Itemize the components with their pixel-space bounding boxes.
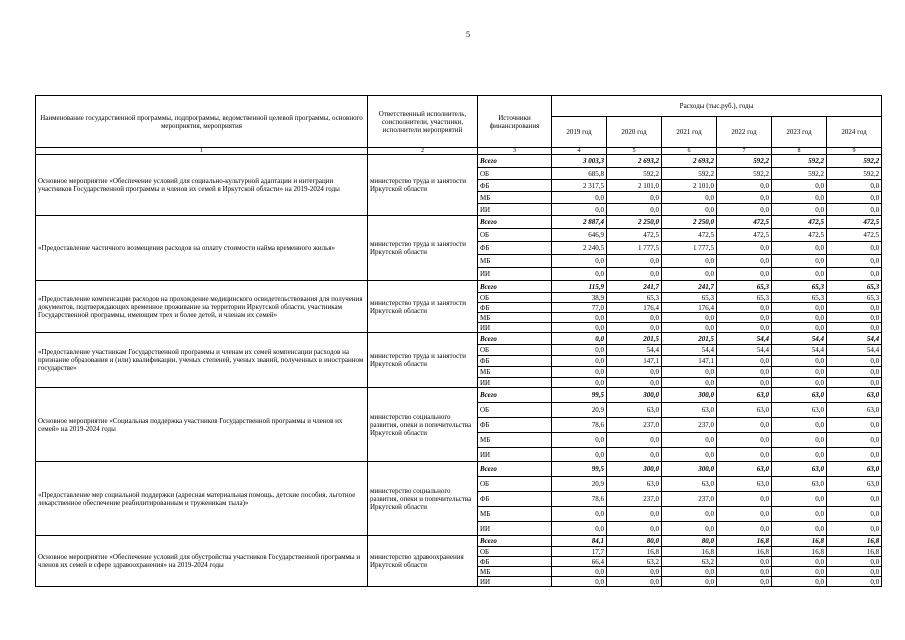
expense-value: 0,0: [662, 268, 717, 281]
expense-value: 237,0: [662, 418, 717, 433]
funding-source: ИИ: [478, 268, 552, 281]
expense-value: 592,2: [827, 168, 882, 180]
funding-source: ОБ: [478, 293, 552, 303]
expense-value: 0,0: [827, 492, 882, 507]
expense-value: 99,5: [552, 462, 607, 477]
expense-value: 0,0: [827, 367, 882, 378]
expense-value: 0,0: [552, 522, 607, 536]
expense-value: 0,0: [772, 204, 827, 216]
table-row: [36, 388, 882, 403]
expense-value: 0,0: [827, 323, 882, 333]
expense-value: 592,2: [717, 168, 772, 180]
expense-value: 2 101,0: [662, 180, 717, 192]
expense-value: 0,0: [552, 577, 607, 587]
expense-value: 0,0: [827, 268, 882, 281]
expense-value: 63,0: [607, 403, 662, 418]
header-executor: Ответственный исполнитель, соисполнители, участники, исполнители мероприятий: [368, 96, 478, 148]
expense-value: 592,2: [662, 168, 717, 180]
expense-value: 0,0: [827, 180, 882, 192]
column-number: 6: [662, 148, 717, 155]
column-number: 1: [36, 148, 368, 155]
funding-source: ИИ: [478, 577, 552, 587]
expense-value: 237,0: [607, 492, 662, 507]
expense-value: 0,0: [552, 433, 607, 448]
header-name: Наименование государственной программы, подпрограммы, ведомственной целевой программы, основного мероприятия, мероприятия: [36, 96, 368, 148]
expense-value: 0,0: [607, 367, 662, 378]
expense-value: 2 250,0: [607, 216, 662, 229]
expense-value: 0,0: [772, 448, 827, 462]
funding-source: МБ: [478, 192, 552, 204]
budget-table: [35, 95, 882, 587]
expense-value: 0,0: [552, 323, 607, 333]
funding-source: ИИ: [478, 378, 552, 388]
expense-value: 0,0: [662, 448, 717, 462]
expense-value: 0,0: [607, 507, 662, 522]
expense-value: 0,0: [662, 378, 717, 388]
expense-value: 54,4: [717, 345, 772, 356]
expense-value: 0,0: [662, 507, 717, 522]
expense-value: 0,0: [772, 303, 827, 313]
expense-value: 2 693,2: [662, 155, 717, 168]
expense-value: 63,0: [662, 403, 717, 418]
expense-value: 0,0: [717, 356, 772, 367]
expense-value: 0,0: [607, 204, 662, 216]
expense-value: 0,0: [717, 367, 772, 378]
responsible-executor: министерство труда и занятости Иркутской области: [368, 281, 478, 333]
expense-value: 0,0: [662, 367, 717, 378]
expense-value: 16,8: [827, 536, 882, 547]
expense-value: 63,0: [772, 403, 827, 418]
expense-value: 0,0: [827, 507, 882, 522]
column-number: 8: [772, 148, 827, 155]
expense-value: 0,0: [662, 323, 717, 333]
funding-source: ФБ: [478, 356, 552, 367]
expense-value: 16,8: [607, 547, 662, 557]
expense-value: 0,0: [772, 557, 827, 567]
expense-value: 472,5: [662, 229, 717, 242]
expense-value: 63,0: [827, 477, 882, 492]
expense-value: 0,0: [827, 577, 882, 587]
expense-value: 1 777,5: [662, 242, 717, 255]
expense-value: 3 003,3: [552, 155, 607, 168]
expense-value: 17,7: [552, 547, 607, 557]
expense-value: 65,3: [772, 281, 827, 293]
expense-value: 63,2: [607, 557, 662, 567]
expense-value: 54,4: [772, 345, 827, 356]
funding-source: ОБ: [478, 403, 552, 418]
responsible-executor: министерство труда и занятости Иркутской области: [368, 155, 478, 216]
funding-source: Всего: [478, 462, 552, 477]
table-row: [36, 216, 882, 229]
expense-value: 472,5: [717, 229, 772, 242]
expense-value: 16,8: [772, 536, 827, 547]
funding-source: ОБ: [478, 168, 552, 180]
responsible-executor: министерство социального развития, опеки и попечительства Иркутской области: [368, 388, 478, 462]
expense-value: 0,0: [717, 567, 772, 577]
expense-value: 201,5: [662, 333, 717, 345]
responsible-executor: министерство труда и занятости Иркутской области: [368, 333, 478, 388]
expense-value: 0,0: [607, 433, 662, 448]
expense-value: 0,0: [607, 255, 662, 268]
expense-value: 0,0: [717, 242, 772, 255]
expense-value: 2 101,0: [607, 180, 662, 192]
expense-value: 0,0: [827, 242, 882, 255]
column-number: 5: [607, 148, 662, 155]
expense-value: 16,8: [717, 547, 772, 557]
expense-value: 20,9: [552, 477, 607, 492]
expense-value: 0,0: [662, 567, 717, 577]
expense-value: 65,3: [827, 293, 882, 303]
funding-source: ФБ: [478, 303, 552, 313]
expense-value: 472,5: [772, 216, 827, 229]
expense-value: 0,0: [772, 180, 827, 192]
expense-value: 0,0: [552, 567, 607, 577]
expense-value: 0,0: [607, 268, 662, 281]
expense-value: 84,1: [552, 536, 607, 547]
expense-value: 241,7: [662, 281, 717, 293]
expense-value: 0,0: [772, 577, 827, 587]
expense-value: 0,0: [662, 255, 717, 268]
expense-value: 16,8: [717, 536, 772, 547]
expense-value: 0,0: [607, 448, 662, 462]
expense-value: 0,0: [827, 204, 882, 216]
funding-source: ФБ: [478, 180, 552, 192]
expense-value: 63,0: [717, 477, 772, 492]
table-row: [36, 333, 882, 345]
expense-value: 472,5: [827, 216, 882, 229]
expense-value: 592,2: [827, 155, 882, 168]
expense-value: 300,0: [662, 462, 717, 477]
funding-source: МБ: [478, 367, 552, 378]
funding-source: Всего: [478, 155, 552, 168]
expense-value: 0,0: [552, 378, 607, 388]
funding-source: Всего: [478, 536, 552, 547]
expense-value: 0,0: [772, 356, 827, 367]
measure-name: «Предоставление мер социальной поддержки (адресная материальная помощь, детские пособия, льготное лекарственное обеспечение реабилитированным и труженикам тыла)»: [36, 462, 368, 536]
expense-value: 0,0: [552, 356, 607, 367]
funding-source: Всего: [478, 333, 552, 345]
expense-value: 0,0: [717, 557, 772, 567]
expense-value: 66,4: [552, 557, 607, 567]
expense-value: 300,0: [607, 462, 662, 477]
expense-value: 472,5: [607, 229, 662, 242]
funding-source: ОБ: [478, 477, 552, 492]
expense-value: 0,0: [772, 268, 827, 281]
expense-value: 0,0: [552, 192, 607, 204]
funding-source: МБ: [478, 567, 552, 577]
expense-value: 63,0: [772, 462, 827, 477]
expense-value: 0,0: [772, 367, 827, 378]
expense-value: 65,3: [717, 281, 772, 293]
expense-value: 0,0: [717, 303, 772, 313]
table-row: [36, 281, 882, 293]
expense-value: 0,0: [772, 313, 827, 323]
expense-value: 0,0: [552, 204, 607, 216]
expense-value: 0,0: [662, 577, 717, 587]
header-expenses: Расходы (тыс.руб.), годы: [552, 96, 882, 117]
expense-value: 0,0: [827, 433, 882, 448]
expense-value: 63,2: [662, 557, 717, 567]
expense-value: 0,0: [717, 192, 772, 204]
expense-value: 65,3: [717, 293, 772, 303]
expense-value: 0,0: [717, 448, 772, 462]
expense-value: 0,0: [607, 567, 662, 577]
column-number: 3: [478, 148, 552, 155]
expense-value: 0,0: [717, 268, 772, 281]
expense-value: 63,0: [827, 462, 882, 477]
expense-value: 54,4: [827, 345, 882, 356]
measure-name: Основное мероприятие «Социальная поддержка участников Государственной программы и членов их семей» на 2019-2024 годы: [36, 388, 368, 462]
funding-source: МБ: [478, 313, 552, 323]
responsible-executor: министерство труда и занятости Иркутской области: [368, 216, 478, 281]
expense-value: 0,0: [717, 255, 772, 268]
responsible-executor: министерство социального развития, опеки и попечительства Иркутской области: [368, 462, 478, 536]
expense-value: 0,0: [552, 255, 607, 268]
expense-value: 54,4: [717, 333, 772, 345]
table-row: [36, 536, 882, 547]
column-number: 2: [368, 148, 478, 155]
table-body: [36, 155, 882, 587]
expense-value: 0,0: [717, 313, 772, 323]
expense-value: 0,0: [772, 418, 827, 433]
expense-value: 176,4: [607, 303, 662, 313]
expense-value: 63,0: [827, 403, 882, 418]
expense-value: 0,0: [772, 433, 827, 448]
funding-source: ИИ: [478, 323, 552, 333]
expense-value: 237,0: [662, 492, 717, 507]
expense-value: 38,9: [552, 293, 607, 303]
funding-source: Всего: [478, 388, 552, 403]
expense-value: 99,5: [552, 388, 607, 403]
funding-source: ОБ: [478, 345, 552, 356]
expense-value: 0,0: [552, 345, 607, 356]
expense-value: 2 317,5: [552, 180, 607, 192]
expense-value: 63,0: [662, 477, 717, 492]
expense-value: 1 777,5: [607, 242, 662, 255]
expense-value: 65,3: [827, 281, 882, 293]
expense-value: 77,0: [552, 303, 607, 313]
expense-value: 65,3: [662, 293, 717, 303]
expense-value: 592,2: [717, 155, 772, 168]
expense-value: 300,0: [607, 388, 662, 403]
expense-value: 176,4: [662, 303, 717, 313]
expense-value: 0,0: [607, 192, 662, 204]
measure-name: Основное мероприятие «Обеспечение условий для социально-культурной адаптации и интеграции участников Государственной программы и членов их семей в Иркутской области» на 2019-2024 годы: [36, 155, 368, 216]
expense-value: 16,8: [662, 547, 717, 557]
expense-value: 0,0: [717, 492, 772, 507]
expense-value: 0,0: [827, 522, 882, 536]
expense-value: 0,0: [717, 323, 772, 333]
expense-value: 0,0: [772, 192, 827, 204]
expense-value: 0,0: [552, 313, 607, 323]
funding-source: ОБ: [478, 547, 552, 557]
expense-value: 65,3: [607, 293, 662, 303]
funding-source: Всего: [478, 281, 552, 293]
expense-value: 0,0: [552, 448, 607, 462]
expense-value: 0,0: [827, 356, 882, 367]
expense-value: 2 240,5: [552, 242, 607, 255]
expense-value: 0,0: [827, 192, 882, 204]
expense-value: 16,8: [772, 547, 827, 557]
expense-value: 0,0: [607, 313, 662, 323]
measure-name: «Предоставление частичного возмещения расходов на оплату стоимости найма временного жилья»: [36, 216, 368, 281]
expense-value: 54,4: [607, 345, 662, 356]
funding-source: ИИ: [478, 204, 552, 216]
expense-value: 0,0: [552, 507, 607, 522]
header-year: 2022 год: [717, 117, 772, 148]
expense-value: 0,0: [827, 418, 882, 433]
funding-source: МБ: [478, 433, 552, 448]
header-source: Источники финансирования: [478, 96, 552, 148]
expense-value: 20,9: [552, 403, 607, 418]
expense-value: 0,0: [827, 448, 882, 462]
expense-value: 147,1: [607, 356, 662, 367]
page-number: 5: [466, 30, 470, 39]
table-row: [36, 462, 882, 477]
funding-source: ИИ: [478, 448, 552, 462]
column-number: 7: [717, 148, 772, 155]
expense-value: 0,0: [607, 378, 662, 388]
expense-value: 0,0: [772, 567, 827, 577]
expense-value: 472,5: [827, 229, 882, 242]
expense-value: 0,0: [827, 557, 882, 567]
expense-value: 241,7: [607, 281, 662, 293]
expense-value: 237,0: [607, 418, 662, 433]
funding-source: ФБ: [478, 418, 552, 433]
expense-value: 0,0: [717, 507, 772, 522]
expense-value: 0,0: [607, 522, 662, 536]
expense-value: 0,0: [827, 303, 882, 313]
expense-value: 592,2: [607, 168, 662, 180]
expense-value: 115,9: [552, 281, 607, 293]
expense-value: 63,0: [827, 388, 882, 403]
expense-value: 0,0: [827, 567, 882, 577]
expense-value: 63,0: [772, 388, 827, 403]
responsible-executor: министерство здравоохранения Иркутской области: [368, 536, 478, 587]
expense-value: 2 693,2: [607, 155, 662, 168]
expense-value: 0,0: [552, 367, 607, 378]
header-year: 2024 год: [827, 117, 882, 148]
expense-value: 0,0: [827, 378, 882, 388]
header-year: 2019 год: [552, 117, 607, 148]
expense-value: 646,9: [552, 229, 607, 242]
header-year: 2021 год: [662, 117, 717, 148]
expense-value: 0,0: [772, 255, 827, 268]
header-year: 2023 год: [772, 117, 827, 148]
expense-value: 80,0: [607, 536, 662, 547]
expense-value: 0,0: [772, 242, 827, 255]
expense-value: 78,6: [552, 418, 607, 433]
expense-value: 201,5: [607, 333, 662, 345]
expense-value: 0,0: [772, 522, 827, 536]
expense-value: 63,0: [717, 462, 772, 477]
expense-value: 0,0: [717, 204, 772, 216]
header-year: 2020 год: [607, 117, 662, 148]
expense-value: 16,8: [827, 547, 882, 557]
expense-value: 0,0: [607, 323, 662, 333]
measure-name: Основное мероприятие «Обеспечение условий для обустройства участников Государственной программы и членов их семей в сфере здравоохранения» на 2019-2024 годы: [36, 536, 368, 587]
funding-source: МБ: [478, 255, 552, 268]
expense-value: 0,0: [607, 577, 662, 587]
expense-value: 592,2: [772, 155, 827, 168]
expense-value: 0,0: [717, 180, 772, 192]
expense-value: 0,0: [552, 268, 607, 281]
expense-value: 0,0: [662, 192, 717, 204]
expense-value: 0,0: [552, 333, 607, 345]
expense-value: 0,0: [772, 492, 827, 507]
funding-source: ИИ: [478, 522, 552, 536]
measure-name: «Предоставление участникам Государственной программы и членам их семей компенсации расходов на признание образования и (или) квалификации, ученых степеней, ученых званий, полученных в иностранном государстве»: [36, 333, 368, 388]
expense-value: 63,0: [717, 403, 772, 418]
funding-source: МБ: [478, 507, 552, 522]
expense-value: 0,0: [772, 378, 827, 388]
expense-value: 80,0: [662, 536, 717, 547]
expense-value: 0,0: [717, 577, 772, 587]
expense-value: 0,0: [717, 433, 772, 448]
expense-value: 0,0: [827, 255, 882, 268]
expense-value: 472,5: [772, 229, 827, 242]
expense-value: 0,0: [827, 313, 882, 323]
column-number: 9: [827, 148, 882, 155]
expense-value: 0,0: [662, 522, 717, 536]
expense-value: 147,1: [662, 356, 717, 367]
expense-value: 685,8: [552, 168, 607, 180]
funding-source: ФБ: [478, 557, 552, 567]
table-row: [36, 155, 882, 168]
funding-source: Всего: [478, 216, 552, 229]
expense-value: 0,0: [772, 507, 827, 522]
expense-value: 472,5: [717, 216, 772, 229]
expense-value: 0,0: [772, 323, 827, 333]
funding-source: ОБ: [478, 229, 552, 242]
expense-value: 54,4: [662, 345, 717, 356]
expense-value: 63,0: [717, 388, 772, 403]
expense-value: 2 250,0: [662, 216, 717, 229]
expense-value: 78,6: [552, 492, 607, 507]
expense-value: 54,4: [827, 333, 882, 345]
expense-value: 0,0: [717, 522, 772, 536]
measure-name: «Предоставление компенсации расходов на прохождение медицинского освидетельствования для получения документов, подтверждающих временное проживание на территории Иркутской области, участникам Государственной программы, имеющим трех и более детей, и членам их семей»: [36, 281, 368, 333]
expense-value: 54,4: [772, 333, 827, 345]
expense-value: 0,0: [717, 378, 772, 388]
expense-value: 592,2: [772, 168, 827, 180]
expense-value: 0,0: [662, 204, 717, 216]
expense-value: 0,0: [662, 433, 717, 448]
expense-value: 2 887,4: [552, 216, 607, 229]
column-number: 4: [552, 148, 607, 155]
expense-value: 0,0: [717, 418, 772, 433]
expense-value: 300,0: [662, 388, 717, 403]
funding-source: ФБ: [478, 492, 552, 507]
expense-value: 0,0: [662, 313, 717, 323]
funding-source: ФБ: [478, 242, 552, 255]
expense-value: 63,0: [772, 477, 827, 492]
expense-value: 65,3: [772, 293, 827, 303]
expense-value: 63,0: [607, 477, 662, 492]
